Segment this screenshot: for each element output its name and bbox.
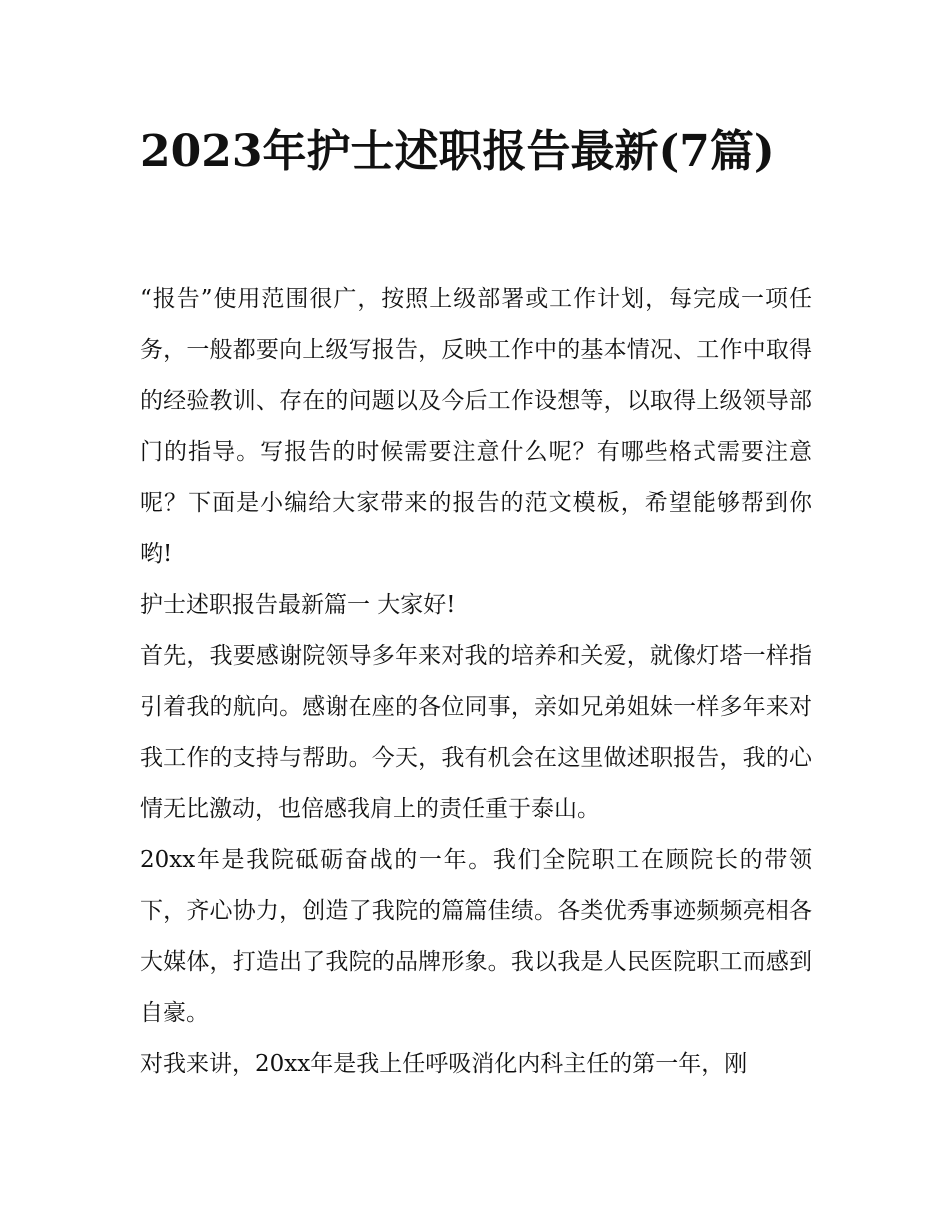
paragraph-section-heading: 护士述职报告最新篇一 大家好! [140,592,456,618]
paragraph-intro: “报告”使用范围很广，按照上级部署或工作计划，每完成一项任务，一般都要向上级写报告，反映工作中的基本情况、工作中取得的经验教训、存在的问题以及今后工作设想等，以取得上级领导部门的指导。写报告的时候需要注意什么呢？有哪些格式需要注意呢？下面是小编给大家带来的报告的范文模板，希望能够帮到你哟! [140,286,812,567]
document-body [140,274,812,1090]
paragraph-thanks: 首先，我要感谢院领导多年来对我的培养和关爱，就像灯塔一样指引着我的航向。感谢在座的各位同事，亲如兄弟姐妹一样多年来对我工作的支持与帮助。今天，我有机会在这里做述职报告，我的心情无比激动，也倍感我肩上的责任重于泰山。 [140,643,812,822]
paragraph-personal-year: 对我来讲，20xx年是我上任呼吸消化内科主任的第一年，刚 [140,1051,748,1077]
paragraph-hospital-year: 20xx年是我院砥砺奋战的一年。我们全院职工在顾院长的带领下，齐心协力，创造了我院的篇篇佳绩。各类优秀事迹频频亮相各大媒体，打造出了我院的品牌形象。我以我是人民医院职工而感到自豪。 [140,847,812,1026]
document-title: 2023年护士述职报告最新(7篇) [140,126,775,177]
